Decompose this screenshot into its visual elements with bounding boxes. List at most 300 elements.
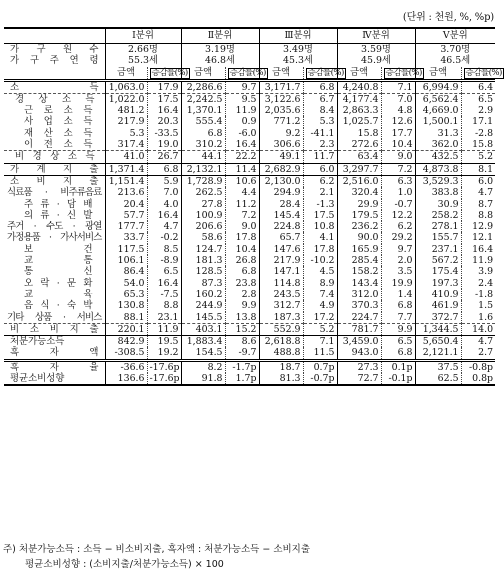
change-rate-cell: 19.2 xyxy=(147,347,181,360)
change-rate-cell: 7.1 xyxy=(303,336,337,348)
change-rate-cell: 0.1p xyxy=(381,360,415,373)
data-row xyxy=(4,232,495,243)
change-rate-cell: 3.9 xyxy=(461,266,495,277)
row-label: 교 육 xyxy=(24,288,93,300)
change-rate-cell: 0.8p xyxy=(461,373,495,385)
household-value: 2.66명 xyxy=(105,44,181,56)
amount-cell: 262.5 xyxy=(181,187,225,198)
household-value: 3.59명 xyxy=(337,44,415,56)
change-rate-cell: 13.8 xyxy=(225,312,259,324)
change-rate-cell: 11.4 xyxy=(225,163,259,175)
change-rate-cell: 2.4 xyxy=(461,278,495,289)
change-rate-cell: 12.2 xyxy=(381,210,415,221)
data-row xyxy=(4,323,495,335)
amount-cell: 72.7 xyxy=(337,373,381,385)
change-rate-cell: 9.7 xyxy=(225,80,259,93)
amount-cell: 181.3 xyxy=(181,255,225,266)
change-rate-cell: 10.6 xyxy=(225,175,259,187)
amount-cell: 244.9 xyxy=(181,300,225,311)
row-label: 재 산 소 득 xyxy=(24,127,93,139)
row-label: 기타 상품 · 서비스 xyxy=(7,311,102,323)
amount-cell: 30.9 xyxy=(415,199,461,210)
amount-cell: 91.8 xyxy=(181,373,225,385)
change-rate-cell: 2.8 xyxy=(225,289,259,300)
change-rate-cell: 8.4 xyxy=(303,105,337,116)
change-rate-cell: 2.9 xyxy=(461,105,495,116)
amount-cell: 294.9 xyxy=(259,187,303,198)
change-rate-cell: 6.7 xyxy=(303,93,337,105)
row-label: 통 신 xyxy=(24,266,93,278)
amount-cell: 2,863.3 xyxy=(337,105,381,116)
amount-cell: 1,022.0 xyxy=(105,93,147,105)
amount-cell: 312.0 xyxy=(337,289,381,300)
amount-cell: 165.9 xyxy=(337,244,381,255)
quintile-header: Ⅴ분위 xyxy=(415,28,495,44)
row-label: 가정용품 · 가사서비스 xyxy=(7,232,102,244)
change-rate-cell: 16.4 xyxy=(461,244,495,255)
change-rate-cell: 4.1 xyxy=(303,232,337,243)
change-rate-cell: -0.7p xyxy=(303,373,337,385)
row-label: 의 류 · 신 발 xyxy=(24,209,93,221)
data-row xyxy=(4,116,495,127)
change-rate-label: 증감률(%) xyxy=(229,67,266,78)
change-rate-cell: 17.8 xyxy=(303,244,337,255)
household-value: 46.8세 xyxy=(181,55,259,66)
amount-cell: 567.2 xyxy=(415,255,461,266)
amount-cell: 63.4 xyxy=(337,151,381,163)
amount-cell: 58.6 xyxy=(181,232,225,243)
row-label: 소 득 xyxy=(4,80,105,93)
change-rate-cell: 8.8 xyxy=(147,300,181,311)
amount-cell: 160.2 xyxy=(181,289,225,300)
column-header-row xyxy=(4,28,495,44)
amount-cell: 2,516.0 xyxy=(337,175,381,187)
unit-note: (단위 : 천원, %, %p) xyxy=(402,12,494,23)
amount-cell: 237.1 xyxy=(415,244,461,255)
data-row xyxy=(4,105,495,116)
amount-cell: 1,025.7 xyxy=(337,116,381,127)
change-rate-cell: 1.5 xyxy=(461,300,495,311)
change-rate-cell: -9.7 xyxy=(225,347,259,360)
change-rate-cell: 2.7 xyxy=(461,347,495,360)
change-rate-label: 증감률(%) xyxy=(385,67,422,78)
data-row xyxy=(4,151,495,163)
change-rate-cell: 26.8 xyxy=(225,255,259,266)
amount-cell: 1,370.1 xyxy=(181,105,225,116)
header-blank xyxy=(4,28,105,44)
amount-cell: 272.6 xyxy=(337,139,381,151)
change-rate-cell: 16.4 xyxy=(147,278,181,289)
change-rate-cell: 19.0 xyxy=(147,139,181,151)
change-rate-cell: 8.5 xyxy=(147,244,181,255)
amount-cell: 2,242.5 xyxy=(181,93,225,105)
change-rate-cell: 5.2 xyxy=(461,151,495,163)
change-rate-cell: 12.6 xyxy=(381,116,415,127)
change-rate-cell: -1.8 xyxy=(461,289,495,300)
change-rate-cell: 17.5 xyxy=(303,210,337,221)
amount-cell: 147.6 xyxy=(259,244,303,255)
change-rate-cell: 6.0 xyxy=(303,163,337,175)
row-label: 보 건 xyxy=(24,243,93,255)
household-value: 3.70명 xyxy=(415,44,495,56)
data-row xyxy=(4,128,495,139)
change-rate-cell: 22.2 xyxy=(225,151,259,163)
change-rate-cell: 4.9 xyxy=(303,300,337,311)
amount-cell: 2,286.6 xyxy=(181,80,225,93)
amount-cell: 370.3 xyxy=(337,300,381,311)
amount-cell: 403.1 xyxy=(181,323,225,335)
row-label: 주거 · 수도 · 광열 xyxy=(7,221,102,233)
row-label: 식료품 · 비주류음료 xyxy=(7,187,102,199)
change-rate-cell: 7.0 xyxy=(147,187,181,198)
change-rate-cell: 4.0 xyxy=(147,199,181,210)
change-rate-cell: 9.9 xyxy=(225,300,259,311)
amount-cell: 87.3 xyxy=(181,278,225,289)
amount-cell: 362.0 xyxy=(415,139,461,151)
change-rate-cell: 8.8 xyxy=(461,210,495,221)
amount-cell: 4,240.8 xyxy=(337,80,381,93)
change-rate-cell: 23.8 xyxy=(225,278,259,289)
change-rate-cell: 8.7 xyxy=(461,199,495,210)
amount-cell: 175.4 xyxy=(415,266,461,277)
change-rate-cell: 16.4 xyxy=(147,210,181,221)
amount-cell: 243.5 xyxy=(259,289,303,300)
change-rate-cell: -10.2 xyxy=(303,255,337,266)
amount-cell: 20.4 xyxy=(105,199,147,210)
change-rate-cell: 11.2 xyxy=(225,199,259,210)
change-rate-cell: 29.2 xyxy=(381,232,415,243)
change-rate-cell: 1.4 xyxy=(381,289,415,300)
amount-cell: 1,344.5 xyxy=(415,323,461,335)
amount-cell: 117.5 xyxy=(105,244,147,255)
amount-cell: 236.2 xyxy=(337,221,381,232)
change-rate-cell: 0.7p xyxy=(303,360,337,373)
amount-cell: 90.0 xyxy=(337,232,381,243)
amount-cell: 3,529.3 xyxy=(415,175,461,187)
change-rate-cell: 10.4 xyxy=(381,139,415,151)
amount-cell: 18.7 xyxy=(259,360,303,373)
amount-cell: 6,562.4 xyxy=(415,93,461,105)
change-rate-cell: 4.7 xyxy=(461,187,495,198)
change-rate-cell: 4.7 xyxy=(147,221,181,232)
data-row xyxy=(4,278,495,289)
amount-cell: 158.2 xyxy=(337,266,381,277)
change-rate-cell: 11.9 xyxy=(461,255,495,266)
change-header xyxy=(147,67,188,81)
amount-cell: 317.4 xyxy=(105,139,147,151)
change-rate-cell: 26.7 xyxy=(147,151,181,163)
sub-header-row xyxy=(4,67,495,81)
change-rate-cell: 6.5 xyxy=(381,336,415,348)
row-label: 소 비 지 출 xyxy=(4,175,105,187)
amount-cell: 4,177.4 xyxy=(337,93,381,105)
change-rate-cell: 6.8 xyxy=(147,163,181,175)
data-row xyxy=(4,93,495,105)
household-value: 3.49명 xyxy=(259,44,337,56)
amount-cell: 461.9 xyxy=(415,300,461,311)
change-rate-cell: 7.2 xyxy=(225,210,259,221)
change-rate-cell: 19.9 xyxy=(381,278,415,289)
amount-cell: 4,873.8 xyxy=(415,163,461,175)
change-rate-cell: 7.0 xyxy=(381,93,415,105)
amount-cell: 488.8 xyxy=(259,347,303,360)
amount-cell: 3,459.0 xyxy=(337,336,381,348)
data-row xyxy=(4,255,495,266)
row-label: 처분가능소득 xyxy=(4,336,105,348)
row-label: 평균소비성향 xyxy=(4,373,105,385)
amount-cell: 310.2 xyxy=(181,139,225,151)
change-rate-cell: 4.5 xyxy=(303,266,337,277)
data-row xyxy=(4,244,495,255)
change-rate-label: 증감률(%) xyxy=(151,67,188,78)
change-header xyxy=(461,67,502,81)
amount-cell: 81.3 xyxy=(259,373,303,385)
amount-cell: 28.4 xyxy=(259,199,303,210)
change-rate-cell: 7.2 xyxy=(381,163,415,175)
amount-cell: 41.0 xyxy=(105,151,147,163)
amount-cell: 179.5 xyxy=(337,210,381,221)
data-row xyxy=(4,199,495,210)
data-row xyxy=(4,289,495,300)
change-rate-cell: 15.8 xyxy=(461,139,495,151)
amount-cell: 1,371.4 xyxy=(105,163,147,175)
change-rate-cell: -2.8 xyxy=(461,128,495,139)
change-rate-cell: 6.8 xyxy=(225,266,259,277)
change-rate-label: 증감률(%) xyxy=(307,67,344,78)
change-rate-cell: 7.4 xyxy=(303,289,337,300)
data-row xyxy=(4,210,495,221)
change-rate-cell: 6.5 xyxy=(147,266,181,277)
change-rate-cell: -0.8p xyxy=(461,360,495,373)
amount-cell: 555.4 xyxy=(181,116,225,127)
change-rate-cell: 9.0 xyxy=(381,151,415,163)
change-rate-cell: 5.2 xyxy=(303,323,337,335)
change-rate-cell: 8.6 xyxy=(225,336,259,348)
amount-cell: 49.1 xyxy=(259,151,303,163)
row-label: 음 식 · 숙 박 xyxy=(24,300,93,312)
quintile-header: Ⅲ분위 xyxy=(259,28,337,44)
change-rate-cell: -17.6p xyxy=(147,373,181,385)
quintile-header: Ⅳ분위 xyxy=(337,28,415,44)
row-label: 비 경 상 소 득 xyxy=(4,151,105,163)
amount-cell: 128.5 xyxy=(181,266,225,277)
amount-cell: 33.7 xyxy=(105,232,147,243)
amount-cell: 114.8 xyxy=(259,278,303,289)
amount-cell: 1,151.4 xyxy=(105,175,147,187)
row-label: 흑 자 액 xyxy=(10,347,99,359)
amount-cell: 312.7 xyxy=(259,300,303,311)
amount-cell: 213.6 xyxy=(105,187,147,198)
household-row xyxy=(4,44,495,56)
row-label: 흑 자 율 xyxy=(4,360,105,373)
change-rate-cell: 11.7 xyxy=(303,151,337,163)
change-rate-cell: -0.1p xyxy=(381,373,415,385)
change-rate-cell: 8.1 xyxy=(461,163,495,175)
change-rate-cell: 20.3 xyxy=(147,116,181,127)
amount-cell: 187.3 xyxy=(259,312,303,324)
amount-cell: 781.7 xyxy=(337,323,381,335)
amount-cell: 224.8 xyxy=(259,221,303,232)
amount-cell: 4,669.0 xyxy=(415,105,461,116)
change-rate-cell: 6.0 xyxy=(461,175,495,187)
change-header xyxy=(225,67,266,81)
amount-cell: -36.6 xyxy=(105,360,147,373)
change-rate-cell: 10.8 xyxy=(303,221,337,232)
change-rate-cell: -1.7p xyxy=(225,360,259,373)
amount-cell: 65.3 xyxy=(105,289,147,300)
change-rate-cell: 17.1 xyxy=(461,116,495,127)
change-rate-cell: 2.0 xyxy=(381,255,415,266)
amount-cell: 943.0 xyxy=(337,347,381,360)
amount-cell: 842.9 xyxy=(105,336,147,348)
amount-cell: 44.1 xyxy=(181,151,225,163)
data-row xyxy=(4,221,495,232)
amount-cell: 372.7 xyxy=(415,312,461,324)
change-rate-cell: 9.0 xyxy=(225,221,259,232)
amount-cell: 100.9 xyxy=(181,210,225,221)
footnotes xyxy=(3,542,310,572)
change-rate-cell: 11.5 xyxy=(303,347,337,360)
change-rate-cell: -7.5 xyxy=(147,289,181,300)
amount-cell: 37.5 xyxy=(415,360,461,373)
amount-header: 금액 xyxy=(181,67,225,81)
amount-cell: 410.9 xyxy=(415,289,461,300)
change-rate-cell: 14.0 xyxy=(461,323,495,335)
change-rate-cell: 1.7p xyxy=(225,373,259,385)
amount-cell: 3,171.7 xyxy=(259,80,303,93)
change-rate-cell: 6.5 xyxy=(461,93,495,105)
amount-cell: 1,728.9 xyxy=(181,175,225,187)
amount-cell: 481.2 xyxy=(105,105,147,116)
household-value: 3.19명 xyxy=(181,44,259,56)
change-rate-cell: 6.3 xyxy=(381,175,415,187)
row-label: 근 로 소 득 xyxy=(24,105,93,117)
amount-cell: 8.2 xyxy=(181,360,225,373)
data-row xyxy=(4,360,495,373)
amount-cell: 57.7 xyxy=(105,210,147,221)
change-rate-cell: -0.7 xyxy=(381,199,415,210)
amount-cell: 552.9 xyxy=(259,323,303,335)
change-header xyxy=(381,67,422,81)
change-rate-cell: 1.0 xyxy=(381,187,415,198)
data-row xyxy=(4,300,495,311)
change-rate-cell: 6.8 xyxy=(303,80,337,93)
quintile-header: Ⅰ분위 xyxy=(105,28,181,44)
amount-cell: 15.8 xyxy=(337,128,381,139)
amount-cell: 9.2 xyxy=(259,128,303,139)
amount-cell: 65.7 xyxy=(259,232,303,243)
amount-cell: 155.7 xyxy=(415,232,461,243)
amount-cell: 62.5 xyxy=(415,373,461,385)
amount-cell: 54.0 xyxy=(105,278,147,289)
amount-cell: 306.6 xyxy=(259,139,303,151)
amount-cell: 1,063.0 xyxy=(105,80,147,93)
amount-cell: 2,132.1 xyxy=(181,163,225,175)
amount-cell: 2,618.8 xyxy=(259,336,303,348)
row-label: 가 구 주 연 령 xyxy=(10,55,99,67)
change-rate-cell: 6.2 xyxy=(303,175,337,187)
row-label: 주 류 · 담 배 xyxy=(24,198,93,210)
amount-cell: 86.4 xyxy=(105,266,147,277)
data-row xyxy=(4,163,495,175)
change-rate-cell: 17.7 xyxy=(381,128,415,139)
change-rate-cell: 7.7 xyxy=(381,312,415,324)
quintile-header: Ⅱ분위 xyxy=(181,28,259,44)
amount-cell: 258.2 xyxy=(415,210,461,221)
amount-cell: 5,650.4 xyxy=(415,336,461,348)
change-rate-cell: 3.5 xyxy=(381,266,415,277)
data-row xyxy=(4,373,495,385)
data-row xyxy=(4,347,495,360)
change-rate-cell: -0.2 xyxy=(147,232,181,243)
change-rate-cell: 6.8 xyxy=(381,347,415,360)
amount-cell: 432.5 xyxy=(415,151,461,163)
amount-cell: -308.5 xyxy=(105,347,147,360)
change-rate-cell: 8.9 xyxy=(303,278,337,289)
footnote-definition: 주) 처분가능소득 : 소득 − 비소비지출, 흑자액 : 처분가능소득 − 소비지출 xyxy=(3,544,311,555)
row-label: 오 락 · 문 화 xyxy=(24,277,93,289)
change-rate-cell: 17.5 xyxy=(147,93,181,105)
change-rate-cell: 17.9 xyxy=(147,80,181,93)
row-label: 교 통 xyxy=(24,255,93,267)
amount-cell: 145.4 xyxy=(259,210,303,221)
change-rate-cell: 7.1 xyxy=(381,80,415,93)
household-value: 55.3세 xyxy=(105,55,181,66)
data-row xyxy=(4,266,495,277)
amount-cell: 136.6 xyxy=(105,373,147,385)
amount-cell: 278.1 xyxy=(415,221,461,232)
change-rate-cell: 12.1 xyxy=(461,232,495,243)
row-label: 가 계 지 출 xyxy=(4,163,105,175)
amount-cell: 320.4 xyxy=(337,187,381,198)
amount-cell: 2,130.0 xyxy=(259,175,303,187)
data-row xyxy=(4,312,495,324)
row-label: 사 업 소 득 xyxy=(24,116,93,128)
change-rate-cell: 6.8 xyxy=(381,300,415,311)
amount-cell: 147.1 xyxy=(259,266,303,277)
change-rate-cell: 2.3 xyxy=(303,139,337,151)
amount-cell: 106.1 xyxy=(105,255,147,266)
data-row xyxy=(4,187,495,198)
amount-header: 금액 xyxy=(105,67,147,81)
amount-header: 금액 xyxy=(259,67,303,81)
amount-cell: 5.3 xyxy=(105,128,147,139)
change-rate-cell: -33.5 xyxy=(147,128,181,139)
change-rate-cell: 11.9 xyxy=(225,105,259,116)
amount-cell: 143.4 xyxy=(337,278,381,289)
change-rate-cell: 4.4 xyxy=(225,187,259,198)
change-rate-cell: -1.3 xyxy=(303,199,337,210)
change-rate-label: 증감률(%) xyxy=(465,67,502,78)
change-rate-cell: -41.1 xyxy=(303,128,337,139)
change-rate-cell: 17.2 xyxy=(303,312,337,324)
change-rate-cell: 0.9 xyxy=(225,116,259,127)
amount-cell: 217.9 xyxy=(259,255,303,266)
household-row xyxy=(4,55,495,66)
change-rate-cell: 1.6 xyxy=(461,312,495,324)
amount-cell: 383.8 xyxy=(415,187,461,198)
data-row xyxy=(4,139,495,151)
amount-cell: 130.8 xyxy=(105,300,147,311)
amount-cell: 145.5 xyxy=(181,312,225,324)
row-label: 가 구 원 수 xyxy=(4,44,105,56)
amount-cell: 285.4 xyxy=(337,255,381,266)
amount-cell: 29.9 xyxy=(337,199,381,210)
household-value: 45.9세 xyxy=(337,55,415,66)
amount-cell: 177.7 xyxy=(105,221,147,232)
amount-cell: 154.5 xyxy=(181,347,225,360)
sub-header-blank xyxy=(4,67,105,81)
